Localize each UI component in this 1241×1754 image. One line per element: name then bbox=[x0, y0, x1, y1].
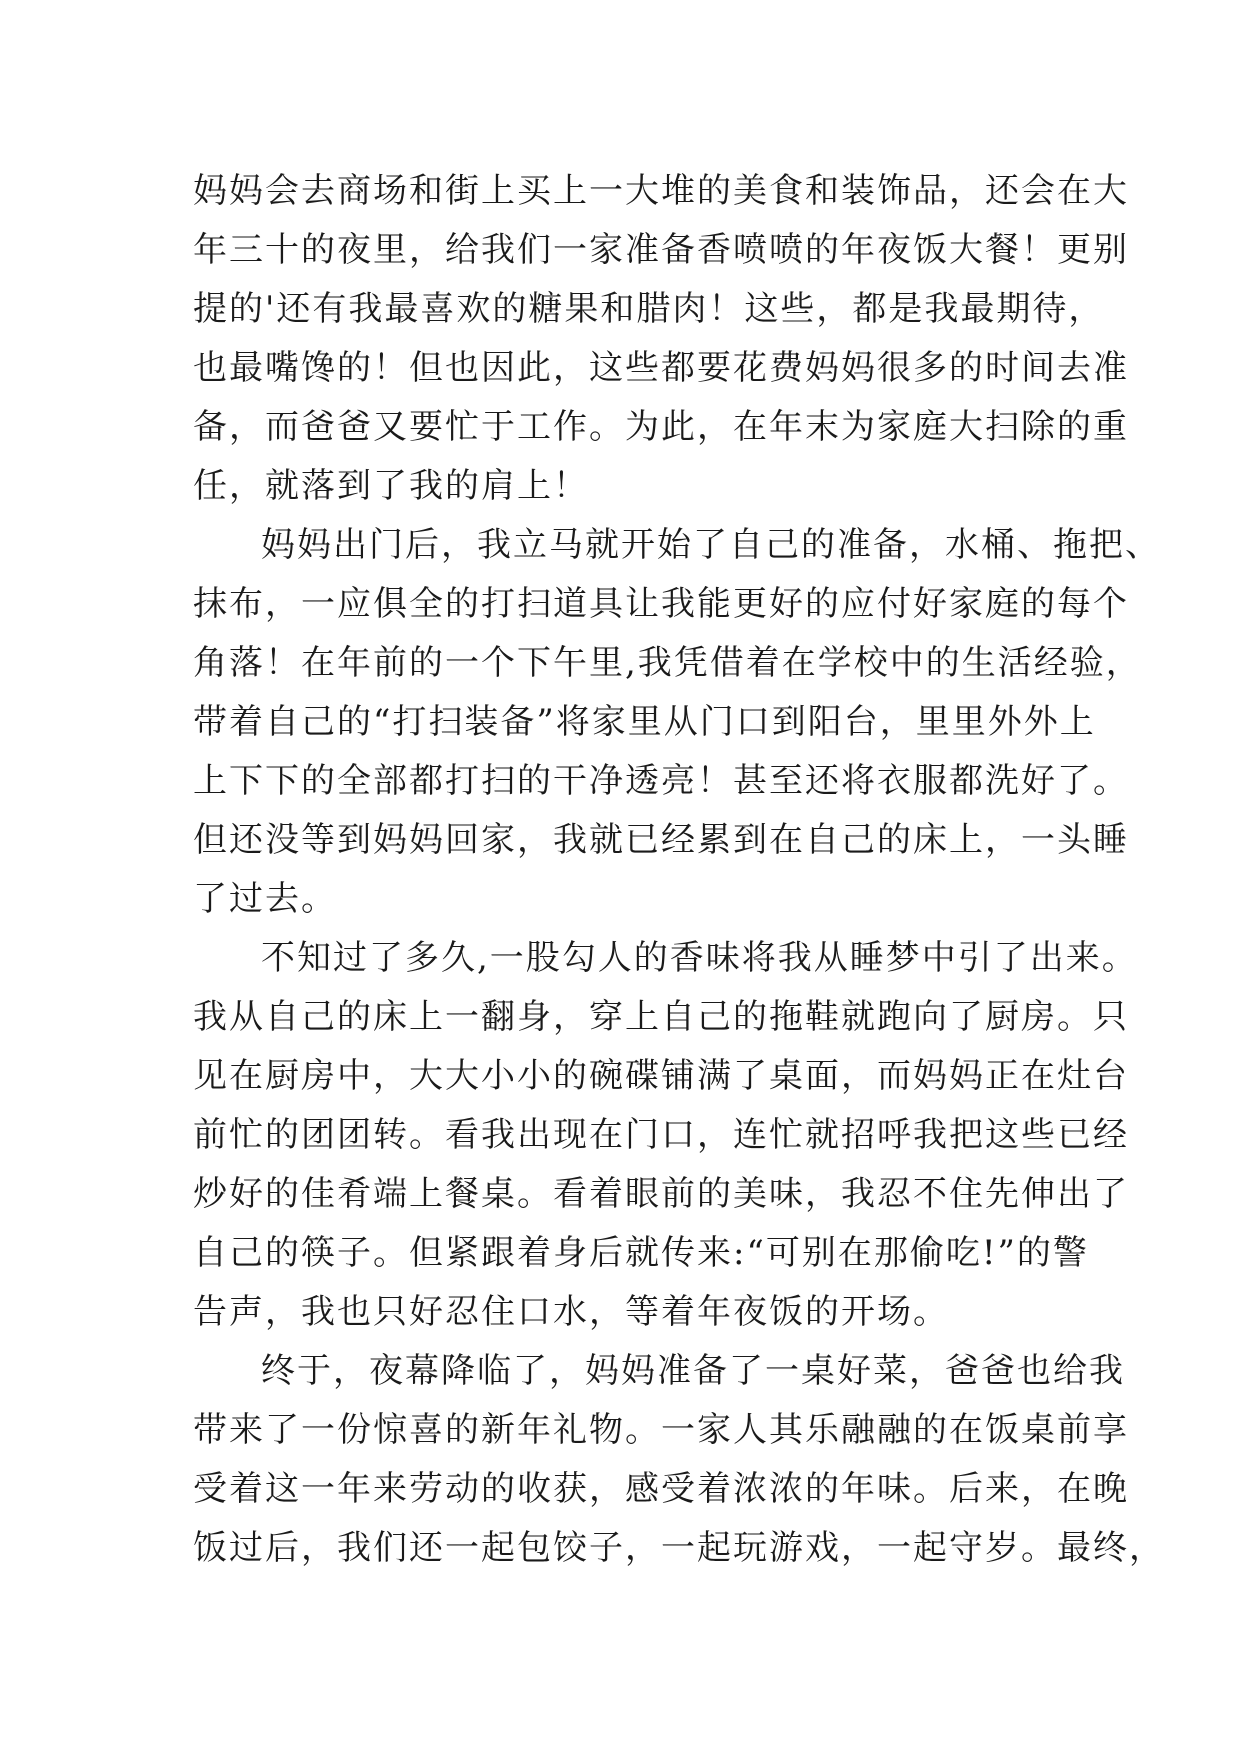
text-line: 提的'还有我最喜欢的糖果和腊肉！这些，都是我最期待， bbox=[193, 289, 1105, 329]
text-line: 带着自己的“打扫装备”将家里从门口到阳台，里里外外上 bbox=[193, 702, 1096, 742]
text-line: 告声，我也只好忍住口水，等着年夜饭的开场。 bbox=[193, 1292, 949, 1332]
text-line: 带来了一份惊喜的新年礼物。一家人其乐融融的在饭桌前享 bbox=[193, 1410, 1129, 1450]
text-line: 我从自己的床上一翻身，穿上自己的拖鞋就跑向了厨房。只 bbox=[193, 997, 1129, 1037]
text-line: 上下下的全部都打扫的干净透亮！甚至还将衣服都洗好了。 bbox=[193, 761, 1129, 801]
text-line: 饭过后，我们还一起包饺子，一起玩游戏，一起守岁。最终， bbox=[193, 1528, 1165, 1568]
text-line: 抹布，一应俱全的打扫道具让我能更好的应付好家庭的每个 bbox=[193, 584, 1129, 624]
text-line: 妈妈会去商场和街上买上一大堆的美食和装饰品，还会在大 bbox=[193, 171, 1129, 211]
text-line: 了过去。 bbox=[193, 879, 337, 919]
text-line: 角落！在年前的一个下午里,我凭借着在学校中的生活经验， bbox=[193, 643, 1142, 683]
text-line: 年三十的夜里，给我们一家准备香喷喷的年夜饭大餐！更别 bbox=[193, 230, 1129, 270]
text-line: 炒好的佳肴端上餐桌。看着眼前的美味，我忍不住先伸出了 bbox=[193, 1174, 1129, 1214]
paragraph-first-line: 终于，夜幕降临了，妈妈准备了一桌好菜，爸爸也给我 bbox=[261, 1351, 1125, 1391]
text-line: 见在厨房中，大大小小的碗碟铺满了桌面，而妈妈正在灶台 bbox=[193, 1056, 1129, 1096]
text-line: 自己的筷子。但紧跟着身后就传来:“可别在那偷吃!”的警 bbox=[193, 1233, 1089, 1273]
text-line: 受着这一年来劳动的收获，感受着浓浓的年味。后来，在晚 bbox=[193, 1469, 1129, 1509]
text-line: 前忙的团团转。看我出现在门口，连忙就招呼我把这些已经 bbox=[193, 1115, 1129, 1155]
text-line: 备，而爸爸又要忙于工作。为此，在年末为家庭大扫除的重 bbox=[193, 407, 1129, 447]
text-line: 也最嘴馋的！但也因此，这些都要花费妈妈很多的时间去准 bbox=[193, 348, 1129, 388]
paragraph-first-line: 不知过了多久,一股勾人的香味将我从睡梦中引了出来。 bbox=[261, 938, 1138, 978]
text-line: 但还没等到妈妈回家，我就已经累到在自己的床上，一头睡 bbox=[193, 820, 1129, 860]
text-line: 任，就落到了我的肩上！ bbox=[193, 466, 589, 506]
body-text bbox=[193, 162, 1165, 1578]
paragraph-first-line: 妈妈出门后，我立马就开始了自己的准备，水桶、拖把、 bbox=[261, 525, 1161, 565]
